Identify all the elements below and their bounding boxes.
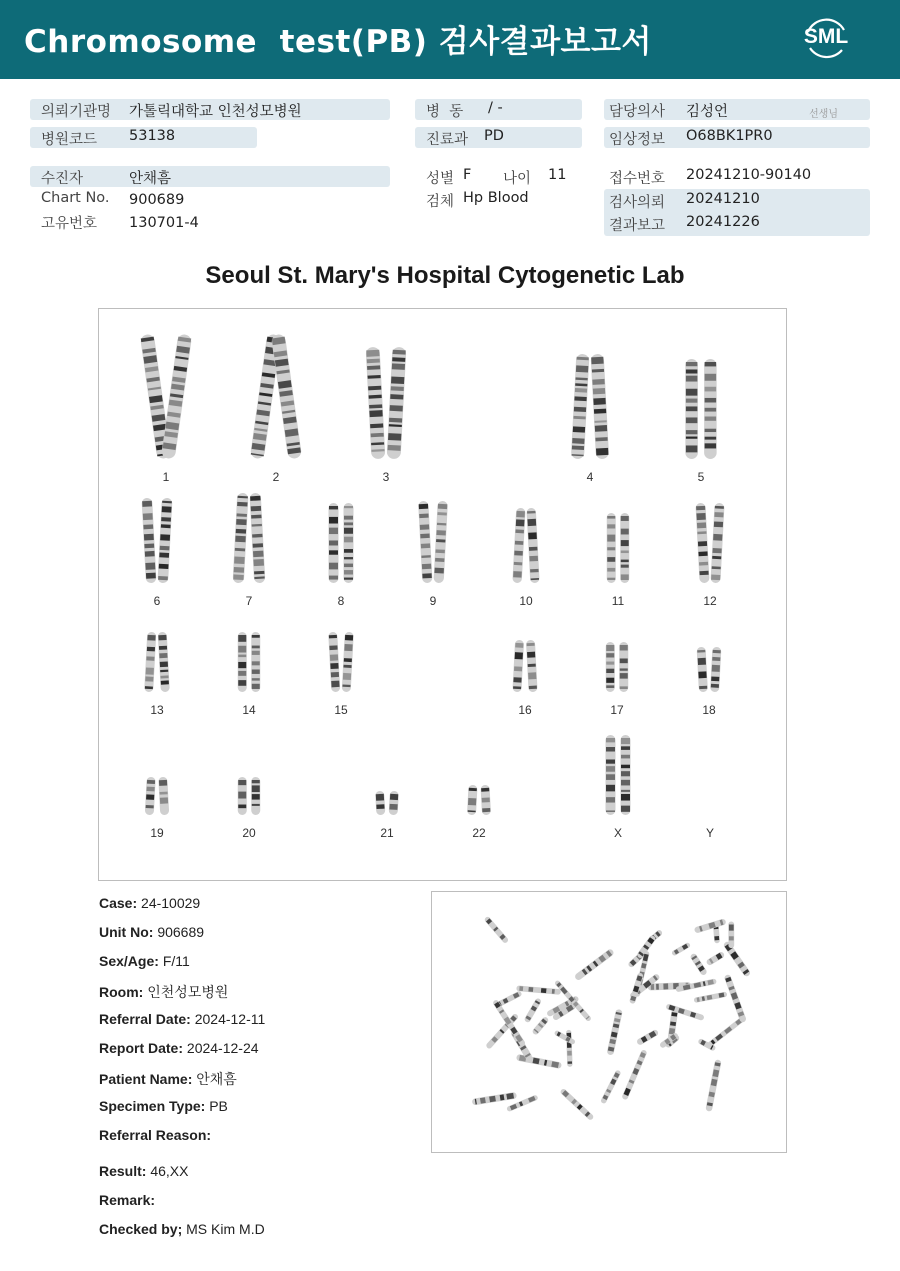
chromosome-6-a [142,498,157,583]
metaphase-chromosome-9 [722,940,751,977]
room-value: 인천성모병원 [147,984,229,1000]
specimen-value: Hp Blood [463,190,529,206]
chart-no-value: 900689 [129,192,185,208]
metaphase-chromosome-46 [472,1092,517,1106]
karyotype-label-16: 16 [518,703,532,717]
result-label: Result: [99,1163,147,1179]
sexage-label: Sex/Age: [99,953,159,969]
report-header [0,0,900,79]
karyotype-label-11: 11 [611,594,625,608]
chromosome-6-b [157,498,172,583]
remark-row [99,1192,155,1208]
metaphase-chromosomes [432,892,788,1154]
chromosome-18-b [710,647,721,692]
metaphase-chromosome-33 [574,948,615,981]
karyotype-label-13: 13 [150,703,164,717]
chromosome-15-b [342,632,354,692]
test-request-label: 검사의뢰 [609,195,666,211]
metaphase-chromosome-15 [484,916,510,944]
physician-label: 담당의사 [609,104,666,120]
chromosome-15-a [328,632,340,692]
karyotype-label-12: 12 [703,594,717,608]
ward-value: / - [488,100,503,116]
report-date-row [99,1040,259,1056]
result-row [99,1163,188,1179]
metaphase-image [431,891,787,1153]
chromosome-14-a [238,632,247,692]
patient-name-value: 안채흠 [196,1071,237,1087]
report-date-value: 2024-12-24 [186,1040,259,1056]
physician-suffix: 선생님 [809,109,838,120]
sex-label: 성별 [426,171,455,187]
chromosome-11-a [607,513,616,583]
patient-name-row [99,1069,237,1089]
chromosome-17-b [619,642,628,692]
institution-label: 의뢰기관명 [41,104,112,120]
chromosome-7-a [233,493,249,583]
age-label: 나이 [503,171,532,187]
remark-label: Remark: [99,1192,156,1208]
chromosome-23-a [606,735,616,815]
metaphase-chromosome-4 [705,951,725,966]
receipt-no-value: 20241210-90140 [686,167,812,183]
karyotype-label-10: 10 [519,594,533,608]
chromosome-5-a [685,359,698,459]
metaphase-chromosome-22 [600,1069,621,1104]
referral-date-row [99,1011,265,1027]
unique-no-label: 고유번호 [41,216,98,232]
sex-value: F [463,167,472,183]
metaphase-chromosome-20 [671,942,691,957]
chromosome-10-a [512,508,525,583]
metaphase-chromosome-5 [524,997,542,1023]
institution-value: 가톨릭대학교 인천성모병원 [129,104,302,120]
karyotype-label-1: 1 [162,470,170,484]
logo-text: SML [803,25,849,48]
metaphase-chromosome-28 [694,918,727,933]
chromosome-7-b [249,493,265,583]
chromosome-3-a [366,347,386,460]
chromosome-13-a [144,632,156,692]
karyotype-label-19: 19 [150,826,164,840]
karyotype-label-2: 2 [272,470,280,484]
specimen-type-value: PB [209,1098,228,1114]
karyotype-label-8: 8 [337,594,345,608]
patient-name-label: Patient Name: [99,1071,193,1087]
karyotype-label-15: 15 [334,703,348,717]
karyotype-chromosomes [99,309,788,882]
sexage-value: F/11 [162,953,190,969]
case-label: Case: [99,895,138,911]
metaphase-chromosome-1 [705,1059,721,1112]
age-value: 11 [548,167,567,183]
department-value: PD [484,128,504,144]
metaphase-chromosome-14 [566,1030,573,1067]
unique-no-value: 130701-4 [129,215,199,231]
karyotype-label-7: 7 [245,594,253,608]
chromosome-19-a [145,777,156,815]
ward-label: 병 동 [426,104,464,120]
room-row [99,982,228,1002]
karyotype-label-y: Y [705,826,715,840]
unit-value: 906689 [157,924,205,940]
karyotype-label-5: 5 [697,470,705,484]
hospital-code-value: 53138 [129,128,176,144]
specimen-label: 검체 [426,194,455,210]
chromosome-9-a [418,501,433,583]
result-report-value: 20241226 [686,214,760,230]
referral-reason-label: Referral Reason: [99,1127,212,1143]
chromosome-19-b [158,777,169,815]
result-value: 46,XX [150,1163,189,1179]
examinee-bar [30,166,390,187]
chromosome-9-b [433,501,448,583]
specimen-type-row [99,1098,228,1114]
chromosome-4-b [591,354,610,460]
sml-logo-icon [798,12,854,64]
chromosome-22-a [467,785,478,815]
metaphase-chromosome-43 [559,1088,594,1121]
chromosome-13-b [158,632,170,692]
physician-value: 김성언 [686,104,729,120]
metaphase-chromosome-21 [607,1009,623,1056]
chromosome-18-a [697,647,708,692]
chromosome-11-b [620,513,629,583]
chromosome-2-b [271,334,302,460]
chromosome-17-a [606,642,615,692]
metaphase-chromosome-37 [689,953,708,977]
chromosome-8-a [329,503,339,583]
checked-by-value: MS Kim M.D [186,1221,265,1237]
chromosome-8-b [344,503,354,583]
metaphase-chromosome-11 [694,991,728,1003]
unit-row [99,924,204,940]
referral-date-value: 2024-12-11 [194,1011,266,1027]
chromosome-4-a [571,354,590,460]
chromosome-22-b [480,785,491,815]
chromosome-21-a [375,791,385,815]
karyotype-label-3: 3 [382,470,390,484]
chromosome-20-a [238,777,247,815]
hospital-code-label: 병원코드 [41,132,98,148]
chromosome-5-b [704,359,717,459]
referral-date-label: Referral Date: [99,1011,191,1027]
karyotype-label-x: X [613,826,623,840]
result-report-label: 결과보고 [609,218,666,234]
karyotype-label-6: 6 [153,594,161,608]
karyotype-label-9: 9 [429,594,437,608]
chromosome-21-b [389,791,399,815]
referral-reason-row [99,1127,211,1143]
metaphase-chromosome-8 [516,985,561,994]
unit-label: Unit No: [99,924,154,940]
lab-title: Seoul St. Mary's Hospital Cytogenetic Lab [205,262,685,289]
metaphase-chromosome-16 [728,922,734,949]
case-row [99,895,200,911]
metaphase-chromosome-13 [621,1049,647,1100]
karyotype-label-20: 20 [242,826,256,840]
chromosome-1-b [161,334,192,460]
chromosome-20-b [251,777,260,815]
case-value: 24-10029 [141,895,201,911]
chromosome-16-a [512,640,524,692]
karyotype-label-17: 17 [610,703,624,717]
chromosome-23-b [621,735,631,815]
chromosome-14-b [251,632,260,692]
checked-by-row [99,1221,265,1237]
chromosome-12-a [695,503,709,583]
clinical-info-label: 임상정보 [609,132,666,148]
specimen-type-label: Specimen Type: [99,1098,206,1114]
metaphase-chromosome-23 [706,1016,746,1049]
metaphase-chromosome-40 [724,974,747,1023]
chart-no-label: Chart No. [41,190,110,206]
report-date-label: Report Date: [99,1040,184,1056]
karyotype-label-22: 22 [472,826,486,840]
clinical-info-value: O68BK1PR0 [686,128,773,144]
metaphase-chromosome-26 [531,1016,549,1036]
chromosome-10-b [526,508,539,583]
metaphase-chromosome-39 [516,1054,562,1069]
karyotype-label-14: 14 [242,703,256,717]
test-request-value: 20241210 [686,191,760,207]
chromosome-16-b [526,640,538,692]
chromosome-12-b [710,503,724,583]
metaphase-chromosome-41 [636,1029,659,1046]
examinee-value: 안채흠 [129,171,172,187]
checked-by-label: Checked by; [99,1221,183,1237]
karyotype-label-4: 4 [586,470,594,484]
chromosome-3-b [387,347,407,460]
karyotype-image [98,308,787,881]
department-label: 진료과 [426,132,469,148]
receipt-no-label: 접수번호 [609,171,666,187]
sexage-row [99,953,190,969]
metaphase-chromosome-35 [554,1030,576,1045]
report-title: Chromosome test(PB) 검사결과보고서 [24,24,652,60]
room-label: Room: [99,984,144,1000]
examinee-label: 수진자 [41,171,84,187]
karyotype-label-21: 21 [380,826,394,840]
karyotype-label-18: 18 [702,703,716,717]
